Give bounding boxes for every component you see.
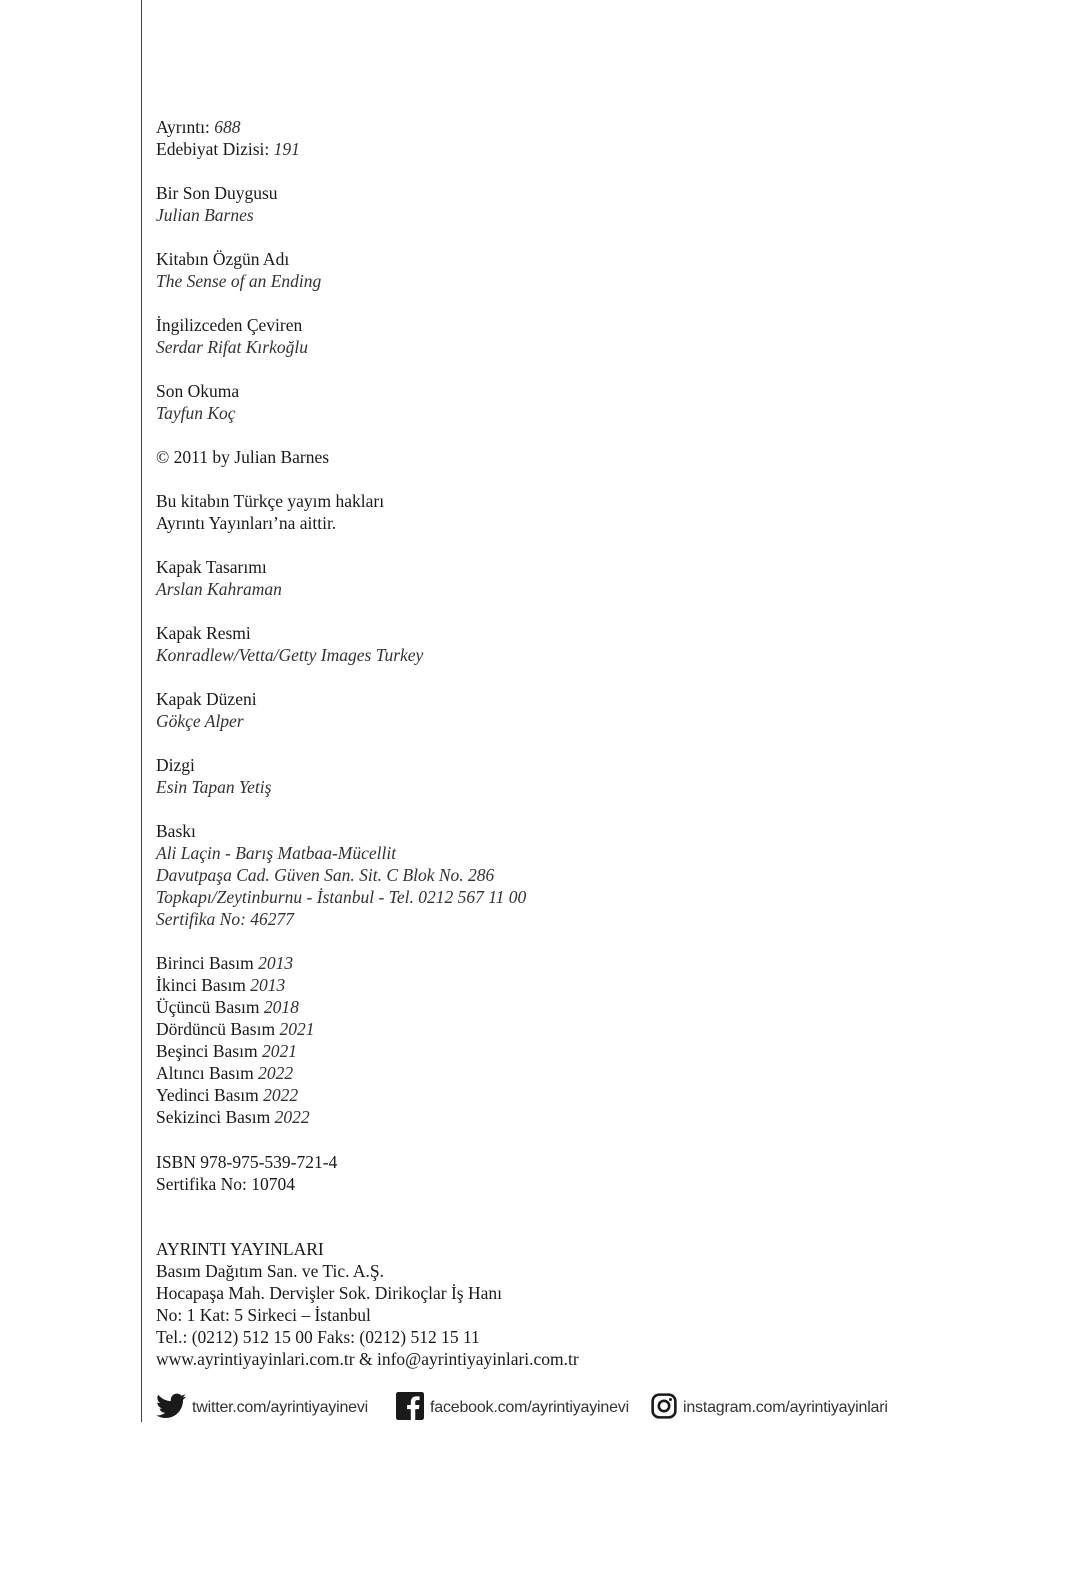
edition-line: Altıncı Basım 2022 (156, 1063, 294, 1083)
cover-design-block (156, 556, 976, 600)
edition-line: Yedinci Basım 2022 (156, 1085, 299, 1105)
social-instagram[interactable] (651, 1392, 888, 1424)
edition-line: Sekizinci Basım 2022 (156, 1107, 310, 1127)
twitter-icon (156, 1393, 186, 1424)
cover-image-value: Konradlew/Vetta/Getty Images Turkey (156, 645, 424, 665)
original-title-value: The Sense of an Ending (156, 271, 322, 291)
copyright-line: © 2011 by Julian Barnes (156, 447, 330, 467)
copyright-block (156, 446, 976, 468)
instagram-link[interactable]: instagram.com/ayrintiyayinlari (683, 1399, 888, 1416)
printing-line: Sertifika No: 46277 (156, 909, 295, 929)
translator-value: Serdar Rifat Kırkoğlu (156, 337, 308, 357)
typeset-value: Esin Tapan Yetiş (156, 777, 272, 797)
publisher-line: Basım Dağıtım San. ve Tic. A.Ş. (156, 1261, 385, 1281)
publisher-block (156, 1238, 976, 1370)
isbn-line: ISBN 978-975-539-721-4 (156, 1152, 338, 1172)
printing-label: Baskı (156, 821, 196, 841)
printing-line: Topkapı/Zeytinburnu - İstanbul - Tel. 0212 567 11 00 (156, 887, 527, 907)
cover-layout-value: Gökçe Alper (156, 711, 244, 731)
edition-line: Birinci Basım 2013 (156, 953, 294, 973)
cover-design-label: Kapak Tasarımı (156, 557, 267, 577)
series-block (156, 116, 976, 160)
publisher-address: No: 1 Kat: 5 Sirkeci – İstanbul (156, 1305, 371, 1325)
social-twitter[interactable] (156, 1392, 368, 1424)
edition-line: Dördüncü Basım 2021 (156, 1019, 315, 1039)
edition-line: Üçüncü Basım 2018 (156, 997, 299, 1017)
original-title-block (156, 248, 976, 292)
publisher-name: AYRINTI YAYINLARI (156, 1239, 324, 1259)
subseries-number: 191 (273, 139, 300, 159)
proofread-label: Son Okuma (156, 381, 240, 401)
publisher-address: Hocapaşa Mah. Dervişler Sok. Dirikoçlar İş Hanı (156, 1283, 503, 1303)
cover-design-value: Arslan Kahraman (156, 579, 282, 599)
translator-label: İngilizceden Çeviren (156, 315, 303, 335)
facebook-icon (396, 1392, 424, 1425)
isbn-block (156, 1151, 976, 1195)
typeset-block (156, 754, 976, 798)
title-block (156, 182, 976, 226)
instagram-icon (651, 1393, 677, 1424)
edition-line: Beşinci Basım 2021 (156, 1041, 297, 1061)
book-author: Julian Barnes (156, 205, 254, 225)
book-title: Bir Son Duygusu (156, 183, 278, 203)
social-facebook[interactable] (396, 1392, 629, 1424)
cover-image-block (156, 622, 976, 666)
printing-line: Davutpaşa Cad. Güven San. Sit. C Blok No. 286 (156, 865, 495, 885)
proofread-block (156, 380, 976, 424)
editions-block (156, 952, 976, 1128)
rights-line-2: Ayrıntı Yayınları’na aittir. (156, 513, 337, 533)
printing-block (156, 820, 976, 930)
margin-rule (141, 0, 142, 1422)
rights-line-1: Bu kitabın Türkçe yayım hakları (156, 491, 385, 511)
twitter-link[interactable]: twitter.com/ayrintiyayinevi (192, 1399, 368, 1416)
facebook-link[interactable]: facebook.com/ayrintiyayinevi (430, 1399, 629, 1416)
certificate-line: Sertifika No: 10704 (156, 1174, 296, 1194)
translator-block (156, 314, 976, 358)
original-title-label: Kitabın Özgün Adı (156, 249, 290, 269)
printing-line: Ali Laçin - Barış Matbaa-Mücellit (156, 843, 397, 863)
publisher-web[interactable]: www.ayrintiyayinlari.com.tr & info@ayrintiyayinlari.com.tr (156, 1349, 579, 1369)
rights-block (156, 490, 976, 534)
series-label: Ayrıntı: (156, 117, 210, 137)
series-number: 688 (214, 117, 241, 137)
edition-line: İkinci Basım 2013 (156, 975, 286, 995)
typeset-label: Dizgi (156, 755, 195, 775)
cover-layout-block (156, 688, 976, 732)
cover-image-label: Kapak Resmi (156, 623, 251, 643)
proofread-value: Tayfun Koç (156, 403, 236, 423)
subseries-label: Edebiyat Dizisi: (156, 139, 270, 159)
cover-layout-label: Kapak Düzeni (156, 689, 257, 709)
publisher-phone: Tel.: (0212) 512 15 00 Faks: (0212) 512 15 11 (156, 1327, 480, 1347)
